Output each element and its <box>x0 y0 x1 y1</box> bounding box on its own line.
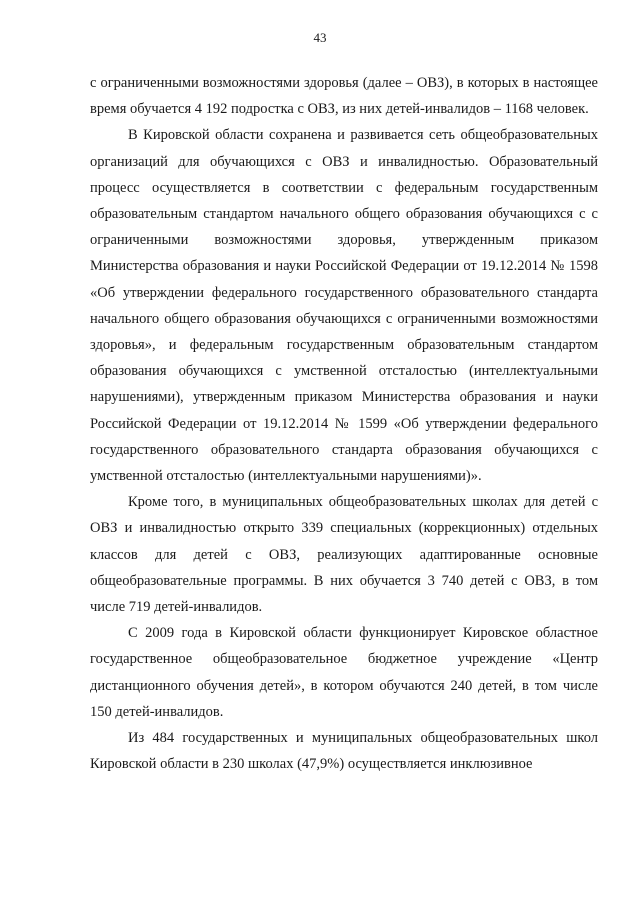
paragraph-special-classes: Кроме того, в муниципальных общеобразовательных школах для детей с ОВЗ и инвалидностью открыто 339 специальных (коррекционных) отдельных классов для детей с ОВЗ, реализующих адаптированные основные общеобразовательные программы. В них обучается 3 740 детей с ОВЗ, в том числе 719 детей-инвалидов. <box>90 494 598 616</box>
paragraph-continuation: с ограниченными возможностями здоровья (далее – ОВЗ), в которых в настоящее время обучается 4 192 подростка с ОВЗ, из них детей-инвалидов – 1168 человек. <box>90 75 598 118</box>
page-number: 43 <box>313 30 327 45</box>
body-text <box>90 70 598 777</box>
paragraph-distance-learning-center: С 2009 года в Кировской области функционирует Кировское областное государственное общеобразовательное бюджетное учреждение «Центр дистанционного обучения детей», в котором обучаются 240 детей, в том числе 150 детей-инвалидов. <box>90 625 598 720</box>
paragraph-education-network: В Кировской области сохранена и развивается сеть общеобразовательных организаций для обучающихся с ОВЗ и инвалидностью. Образовательный процесс осуществляется в соответствии с федеральным государственным образовательным стандартом начального общего образования обучающихся с с ограниченными возможностями здоровья, утвержденным приказом Министерства образования и науки Российской Федерации от 19.12.2014 № 1598 «Об утверждении федерального государственного образовательного стандарта начального общего образования обучающихся с ограниченными возможностями здоровья», и федеральным государственным образовательным стандартом образования обучающихся с умственной отсталостью (интеллектуальными нарушениями), утвержденным приказом Министерства образования и науки Российской Федерации от 19.12.2014 № 1599 «Об утверждении федерального государственного образовательного стандарта образования обучающихся с умственной отсталостью (интеллектуальными нарушениями)». <box>90 127 598 485</box>
paragraph-inclusive-education: Из 484 государственных и муниципальных общеобразовательных школ Кировской области в 230 школах (47,9%) осуществляется инклюзивное <box>90 730 598 773</box>
